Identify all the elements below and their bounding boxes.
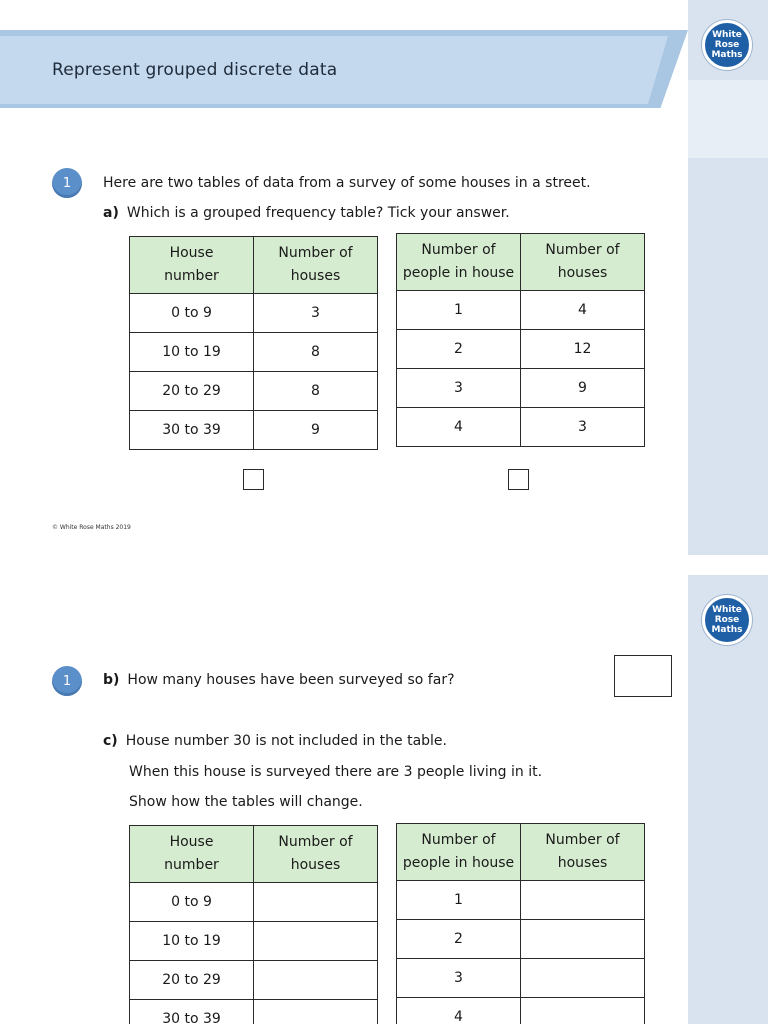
table-row: 2 12 <box>397 330 645 369</box>
table-row: 10 to 19 8 <box>130 333 378 372</box>
answer-cell[interactable] <box>521 959 645 998</box>
worksheet-page-2 <box>0 575 768 1024</box>
copyright-notice: © White Rose Maths 2019 <box>52 524 131 531</box>
table-header: Number of houses <box>254 237 378 294</box>
side-stripe <box>688 80 768 158</box>
table-header: Number of houses <box>521 824 645 881</box>
table-row: 0 to 9 3 <box>130 294 378 333</box>
page-divider <box>0 555 768 575</box>
question-number-badge: 1 <box>52 168 82 198</box>
table-row: 2 <box>397 920 645 959</box>
grouped-table <box>129 236 378 450</box>
table-header: Number of houses <box>254 826 378 883</box>
ungrouped-table <box>396 233 645 447</box>
question-number-badge: 1 <box>52 666 82 696</box>
page-title: Represent grouped discrete data <box>52 60 338 80</box>
table-row: 3 9 <box>397 369 645 408</box>
table-row: 1 <box>397 881 645 920</box>
answer-cell[interactable] <box>254 961 378 1000</box>
table-header: House number <box>130 826 254 883</box>
table-header: House number <box>130 237 254 294</box>
answer-cell[interactable] <box>254 1000 378 1024</box>
table-header: Number of houses <box>521 234 645 291</box>
part-a-question: a) Which is a grouped frequency table? Tick your answer. <box>103 205 510 221</box>
answer-cell[interactable] <box>254 883 378 922</box>
part-c-line: Show how the tables will change. <box>129 794 363 810</box>
ungrouped-table-to-complete <box>396 823 645 1024</box>
table-row: 0 to 9 <box>130 883 378 922</box>
table-row: 1 4 <box>397 291 645 330</box>
answer-box[interactable] <box>614 655 672 697</box>
answer-cell[interactable] <box>254 922 378 961</box>
tick-box-ungrouped-table[interactable] <box>508 469 529 490</box>
white-rose-maths-logo: White Rose Maths <box>702 595 752 645</box>
white-rose-maths-logo: White Rose Maths <box>702 20 752 70</box>
question-intro: Here are two tables of data from a survey of some houses in a street. <box>103 175 591 191</box>
table-header: Number of people in house <box>397 234 521 291</box>
table-row: 10 to 19 <box>130 922 378 961</box>
answer-cell[interactable] <box>521 881 645 920</box>
table-header: Number of people in house <box>397 824 521 881</box>
answer-cell[interactable] <box>521 920 645 959</box>
table-row: 4 3 <box>397 408 645 447</box>
tick-box-grouped-table[interactable] <box>243 469 264 490</box>
part-c-line: When this house is surveyed there are 3 people living in it. <box>129 764 543 780</box>
part-b-question: b) How many houses have been surveyed so far? <box>103 672 455 688</box>
table-row: 4 <box>397 998 645 1024</box>
part-c-question: c) House number 30 is not included in the table. <box>103 733 447 749</box>
table-row: 30 to 39 <box>130 1000 378 1024</box>
table-row: 20 to 29 <box>130 961 378 1000</box>
answer-cell[interactable] <box>521 998 645 1024</box>
grouped-table-to-complete <box>129 825 378 1024</box>
table-row: 3 <box>397 959 645 998</box>
table-row: 30 to 39 9 <box>130 411 378 450</box>
table-row: 20 to 29 8 <box>130 372 378 411</box>
